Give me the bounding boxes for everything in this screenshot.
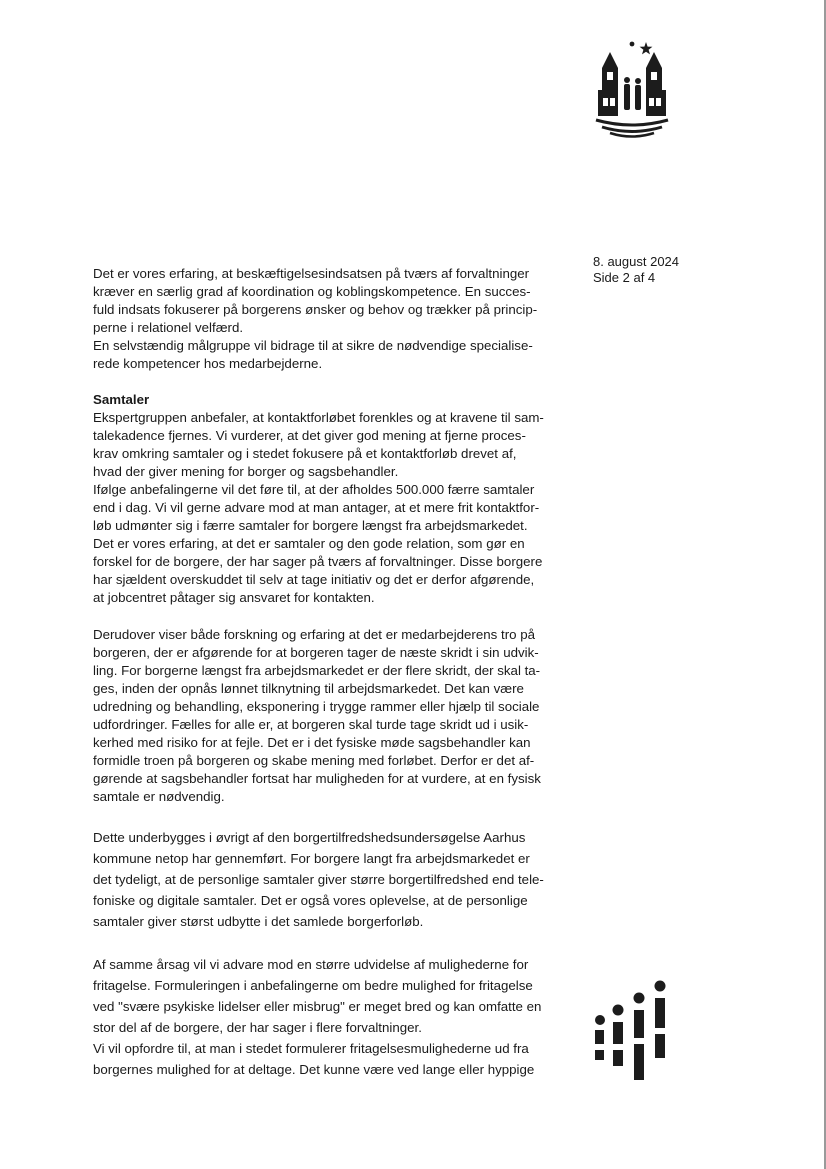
text-line: at jobcentret påtager sig ansvaret for kontakten.	[93, 590, 375, 605]
text-line: Af samme årsag vil vi advare mod en større udvidelse af mulighederne for	[93, 957, 529, 972]
text-line: Det er vores erfaring, at det er samtaler og den gode relation, som gør en	[93, 536, 525, 551]
dot-bar-logo-icon	[592, 980, 682, 1090]
text-line: stor del af de borgere, der har sager i flere forvaltninger.	[93, 1020, 422, 1035]
letter-body	[93, 265, 583, 1080]
text-line: Derudover viser både forskning og erfaring at det er medarbejderens tro på	[93, 627, 535, 642]
text-line: Ifølge anbefalingerne vil det føre til, at der afholdes 500.000 færre samtaler	[93, 482, 535, 497]
text-line: krav omkring samtaler og i stedet fokusere på et kontaktforløb drevet af,	[93, 446, 517, 461]
text-line: Dette underbygges i øvrigt af den borgertilfredshedsundersøgelse Aarhus	[93, 830, 526, 845]
text-line: foniske og digitale samtaler. Det er også vores oplevelse, at de personlige	[93, 893, 528, 908]
text-line: samtale er nødvendig.	[93, 789, 225, 804]
text-line: samtaler giver størst udbytte i det samlede borgerforløb.	[93, 914, 424, 929]
text-line: En selvstændig målgruppe vil bidrage til at sikre de nødvendige specialise-	[93, 338, 533, 353]
section-heading: Samtaler	[93, 392, 150, 407]
paragraph-derudover	[93, 626, 583, 806]
text-line: fuld indsats fokuserer på borgerens ønsker og behov og trækker på princip-	[93, 302, 538, 317]
page-number: Side 2 af 4	[593, 270, 656, 285]
paragraph-underbygges	[93, 827, 583, 932]
text-line: kræver en særlig grad af koordination og koblingskompetence. En succes-	[93, 284, 531, 299]
paragraph-fritagelse	[93, 954, 583, 1080]
text-line: udredning og behandling, eksponering i trygge rammer eller hjælp til sociale	[93, 699, 540, 714]
document-date: 8. august 2024	[593, 254, 680, 269]
text-line: Vi vil opfordre til, at man i stedet formulerer fritagelsesmulighederne ud fra	[93, 1041, 529, 1056]
text-line: ved "svære psykiske lidelser eller misbrug" er meget bred og kan omfatte en	[93, 999, 542, 1014]
text-line: ges, inden der opnås lønnet tilknytning til arbejdsmarkedet. Det kan være	[93, 681, 524, 696]
paragraph-intro	[93, 265, 583, 373]
text-line: kerhed med risiko for at fejle. Det er i det fysiske møde sagsbehandler kan	[93, 735, 531, 750]
city-crest-icon	[588, 38, 676, 140]
text-line: fritagelse. Formuleringen i anbefalingerne om bedre mulighed for fritagelse	[93, 978, 533, 993]
text-line: kommune netop har gennemført. For borgere langt fra arbejdsmarkedet er	[93, 851, 530, 866]
text-line: har sjældent overskuddet til selv at tage initiativ og det er derfor afgørende,	[93, 572, 535, 587]
text-line: Ekspertgruppen anbefaler, at kontaktforløbet forenkles og at kravene til sam-	[93, 410, 544, 425]
text-line: hvad der giver mening for borger og sagsbehandler.	[93, 464, 399, 479]
text-line: borgeren, der er afgørende for at borgeren tager de næste skridt i sin udvik-	[93, 645, 539, 660]
text-line: Det er vores erfaring, at beskæftigelsesindsatsen på tværs af forvaltninger	[93, 266, 530, 281]
text-line: ling. For borgerne længst fra arbejdsmarkedet er der flere skridt, der skal ta-	[93, 663, 541, 678]
text-line: udfordringer. Fælles for alle er, at borgeren skal turde tage skridt ud i usik-	[93, 717, 529, 732]
text-line: borgernes mulighed for at deltage. Det kunne være ved lange eller hyppige	[93, 1062, 535, 1077]
text-line: det tydeligt, at de personlige samtaler giver større borgertilfredshed end tele-	[93, 872, 544, 887]
text-line: formidle troen på borgeren og skabe mening med forløbet. Derfor er det af-	[93, 753, 535, 768]
text-line: rede kompetencer hos medarbejderne.	[93, 356, 323, 371]
text-line: perne i relationel velfærd.	[93, 320, 244, 335]
document-meta	[593, 254, 679, 286]
text-line: løb udmønter sig i færre samtaler for borgere længst fra arbejdsmarkedet.	[93, 518, 528, 533]
text-line: talekadence fjernes. Vi vurderer, at det giver god mening at fjerne proces-	[93, 428, 526, 443]
text-line: gørende at sagsbehandler fortsat har muligheden for at vurdere, at en fysisk	[93, 771, 541, 786]
text-line: forskel for de borgere, der har sager på tværs af forvaltninger. Disse borgere	[93, 554, 543, 569]
section-samtaler	[93, 391, 583, 607]
text-line: end i dag. Vi vil gerne advare mod at man antager, at et mere frit kontaktfor-	[93, 500, 540, 515]
